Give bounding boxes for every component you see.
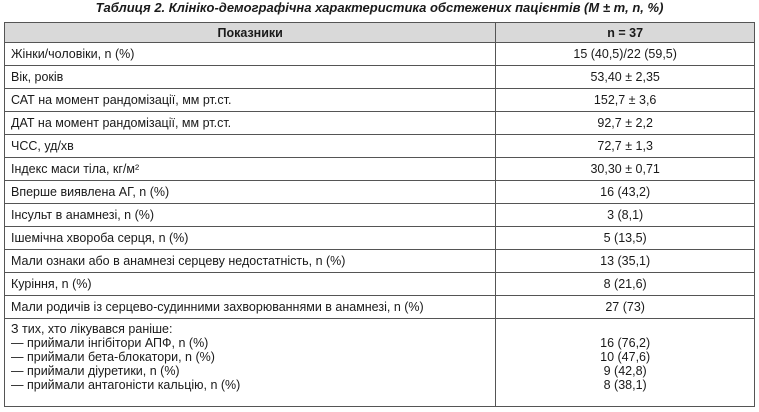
table-row [5,250,755,273]
treated-spacer [502,322,748,336]
treated-item-value: 9 (42,8) [603,364,647,378]
row-label: Жінки/чоловіки, n (%) [5,43,496,66]
table-row [5,273,755,296]
treated-item-value: 10 (47,6) [600,350,651,364]
row-value: 30,30 ± 0,71 [496,158,755,181]
row-value: 15 (40,5)/22 (59,5) [496,43,755,66]
table-header-row [5,23,755,43]
treated-item-value: 8 (38,1) [603,378,647,392]
header-n: n = 37 [496,23,755,43]
row-value: 8 (21,6) [496,273,755,296]
treated-heading: З тих, хто лікувався раніше: [11,322,173,336]
table-row [5,181,755,204]
table-row [5,296,755,319]
row-value: 92,7 ± 2,2 [496,112,755,135]
row-label: Індекс маси тіла, кг/м² [5,158,496,181]
row-label: САТ на момент рандомізації, мм рт.ст. [5,89,496,112]
treated-item-label: — приймали бета-блокатори, n (%) [11,350,215,364]
table-row [5,135,755,158]
row-label: Мали родичів із серцево-судинними захворюваннями в анамнезі, n (%) [5,296,496,319]
row-value: 16 (43,2) [496,181,755,204]
treated-item-label: — приймали інгібітори АПФ, n (%) [11,336,209,350]
row-label: Вперше виявлена АГ, n (%) [5,181,496,204]
row-value: 53,40 ± 2,35 [496,66,755,89]
row-value: 72,7 ± 1,3 [496,135,755,158]
row-label: Мали ознаки або в анамнезі серцеву недостатність, n (%) [5,250,496,273]
row-value: 5 (13,5) [496,227,755,250]
characteristics-table [4,22,755,407]
treated-item-value: 16 (76,2) [600,336,651,350]
table-row [5,89,755,112]
treated-row [5,319,755,407]
row-label: ЧСС, уд/хв [5,135,496,158]
row-value: 3 (8,1) [496,204,755,227]
table-row [5,227,755,250]
table-row [5,66,755,89]
treated-item-label: — приймали діуретики, n (%) [11,364,180,378]
treated-values [496,319,755,407]
row-label: Ішемічна хвороба серця, n (%) [5,227,496,250]
row-label: ДАТ на момент рандомізації, мм рт.ст. [5,112,496,135]
header-indicators: Показники [5,23,496,43]
row-value: 152,7 ± 3,6 [496,89,755,112]
treated-labels [5,319,496,407]
row-value: 13 (35,1) [496,250,755,273]
table-row [5,112,755,135]
row-value: 27 (73) [496,296,755,319]
table-row [5,43,755,66]
row-label: Куріння, n (%) [5,273,496,296]
table-title: Таблиця 2. Клініко-демографічна характеристика обстежених пацієнтів (M ± m, n, %) [95,0,664,15]
row-label: Вік, років [5,66,496,89]
row-label: Інсульт в анамнезі, n (%) [5,204,496,227]
table-row [5,204,755,227]
treated-item-label: — приймали антагоністи кальцію, n (%) [11,378,241,392]
table-row [5,158,755,181]
